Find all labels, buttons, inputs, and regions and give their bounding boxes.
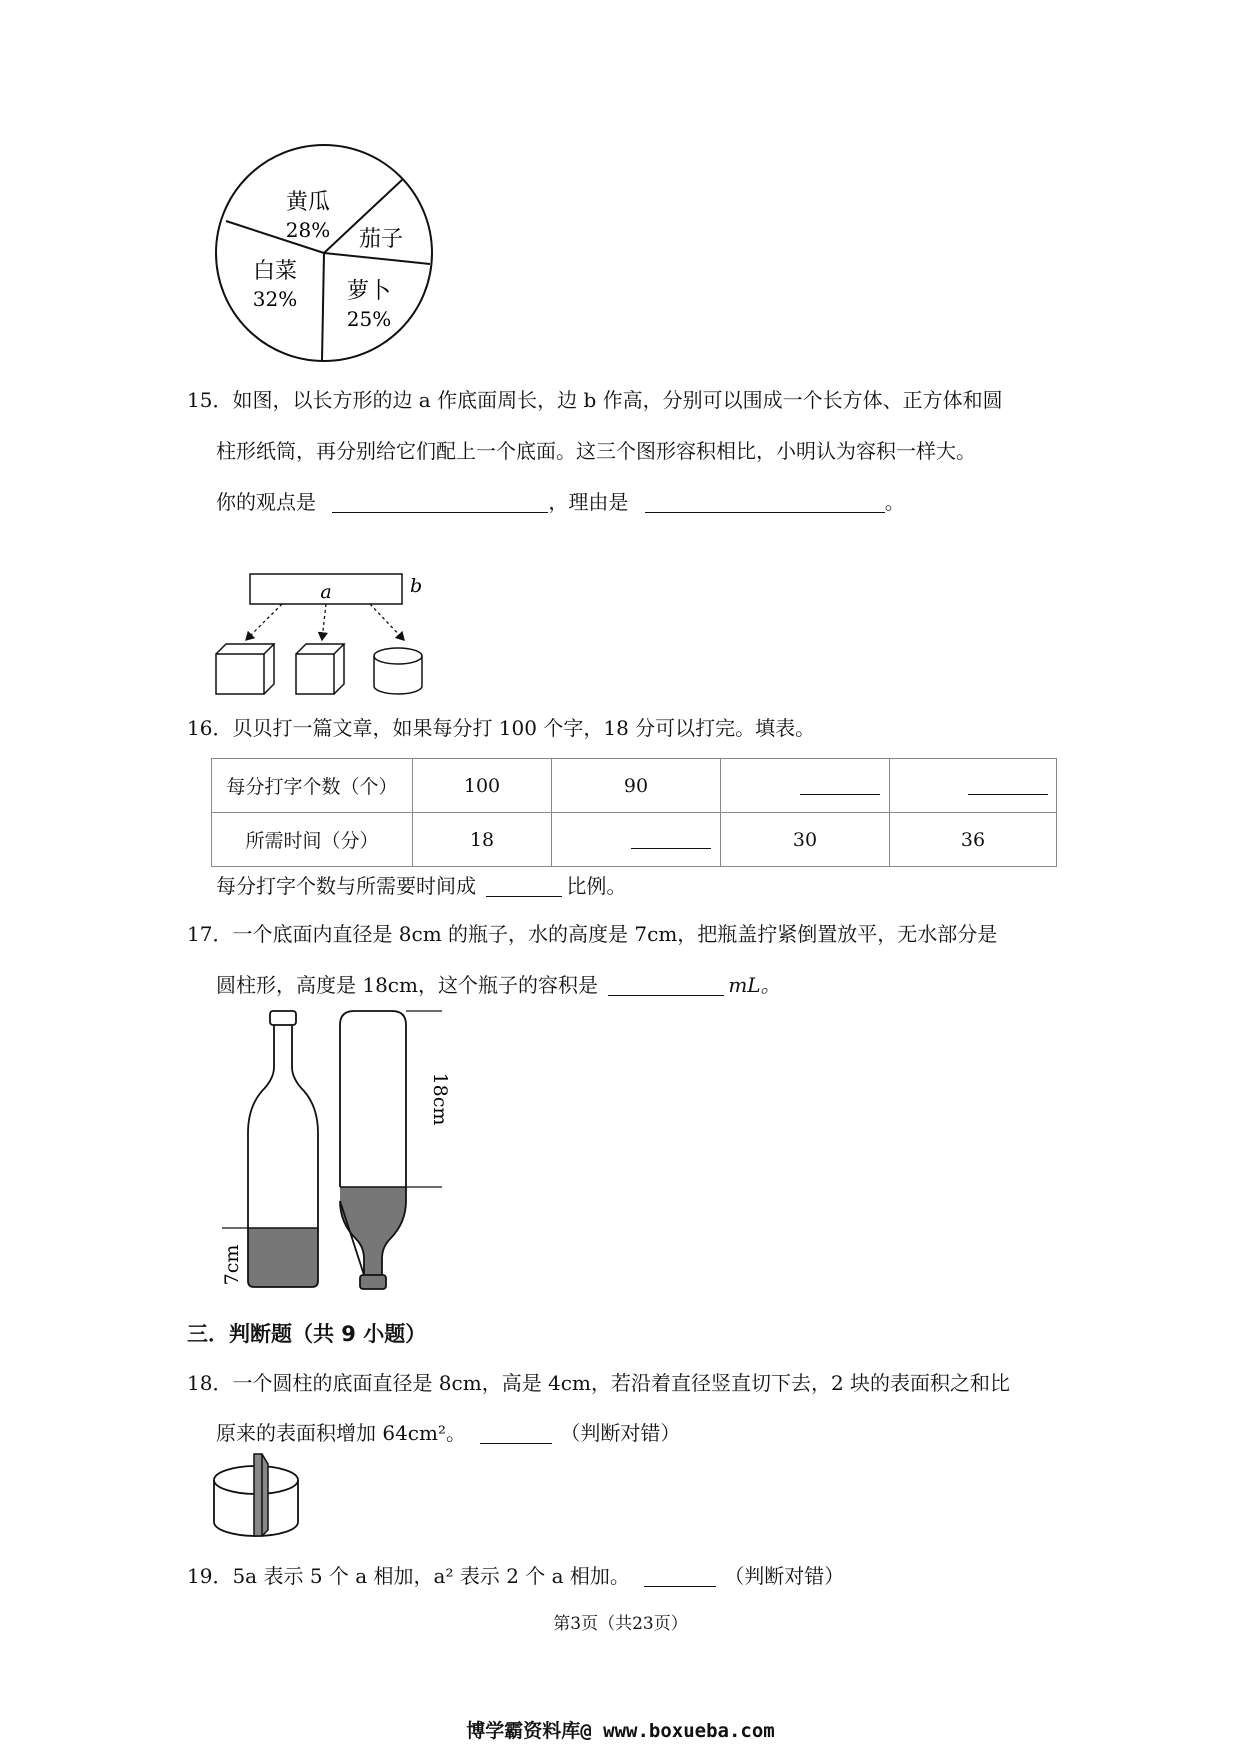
- q15-number: 15．: [187, 388, 233, 412]
- q18-judge-blank[interactable]: [480, 1421, 552, 1444]
- page-footer: 第3页（共23页）: [553, 1614, 688, 1634]
- row1-cell-3-blank[interactable]: [800, 772, 880, 795]
- q19-judge-blank[interactable]: [644, 1564, 716, 1587]
- q19-text: 5a 表示 5 个 a 相加，a² 表示 2 个 a 相加。: [232, 1564, 630, 1588]
- pie-label-radish: 萝卜: [346, 279, 392, 304]
- q15-period: 。: [884, 490, 905, 514]
- label-18cm: 18cm: [429, 1072, 451, 1126]
- upright-bottle-cap: [270, 1011, 296, 1025]
- row1-header: 每分打字个数（个）: [212, 759, 413, 813]
- table-row: [212, 813, 1057, 867]
- label-b: b: [410, 575, 423, 597]
- q16-table: [211, 758, 1057, 867]
- row1-cell-3[interactable]: [721, 759, 890, 813]
- q15-text-line1: 如图，以长方形的边 a 作底面周长，边 b 作高，分别可以围成一个长方体、正方体和圆: [232, 388, 1003, 412]
- cuboid-shape: [216, 644, 274, 694]
- q16-proportion-blank[interactable]: [486, 874, 562, 897]
- q17-volume-blank[interactable]: [608, 973, 724, 996]
- q15-line2: 柱形纸筒，再分别给它们配上一个底面。这三个图形容积相比，小明认为容积一样大。: [216, 439, 976, 463]
- q15-reason-blank[interactable]: [645, 490, 885, 513]
- arrow-cube: [322, 604, 326, 640]
- q15-line3: [216, 487, 905, 517]
- row1-cell-2: 90: [552, 759, 721, 813]
- q19-judge-label: （判断对错）: [724, 1564, 845, 1588]
- q17-text-line1: 一个底面内直径是 8cm 的瓶子，水的高度是 7cm，把瓶盖拧紧倒置放平，无水部分是: [232, 922, 998, 946]
- pie-value-cucumber: 28%: [285, 218, 331, 242]
- row2-cell-2[interactable]: [552, 813, 721, 867]
- row1-cell-4[interactable]: [890, 759, 1057, 813]
- q17-number: 17．: [187, 922, 233, 946]
- pie-label-cabbage: 白菜: [252, 259, 298, 284]
- q17-unit: mL。: [728, 973, 781, 997]
- q18-text-line1: 一个圆柱的底面直径是 8cm，高是 4cm，若沿着直径竖直切下去，2 块的表面积之和比: [232, 1371, 1011, 1395]
- vegetable-pie-chart: [215, 136, 435, 370]
- pie-label-eggplant: 茄子: [358, 227, 404, 252]
- table-row: [212, 759, 1057, 813]
- q15-reason-label: ，理由是: [548, 490, 629, 514]
- pie-label-cucumber: 黄瓜: [285, 190, 331, 215]
- q16-text: 贝贝打一篇文章，如果每分打 100 个字，18 分可以打完。填表。: [232, 716, 816, 740]
- q18-line2: [216, 1418, 680, 1448]
- q17-bottles-figure: [214, 1003, 454, 1295]
- row2-cell-3: 30: [721, 813, 890, 867]
- cut-plane: [254, 1454, 268, 1536]
- q18-number: 18．: [187, 1371, 233, 1395]
- cube-shape: [296, 644, 344, 694]
- pie-value-cabbage: 32%: [252, 287, 298, 311]
- row2-header: 所需时间（分）: [212, 813, 413, 867]
- row2-cell-2-blank[interactable]: [631, 826, 711, 849]
- q18-cut-cylinder-figure: [210, 1450, 310, 1540]
- section-3-title: 三．判断题（共 9 小题）: [187, 1322, 427, 1346]
- q19-line: [187, 1561, 844, 1591]
- q18-text-line2: 原来的表面积增加 64cm²。: [216, 1421, 466, 1445]
- q17-text-line2: 圆柱形，高度是 18cm，这个瓶子的容积是: [216, 973, 598, 997]
- q16-number: 16．: [187, 716, 233, 740]
- row2-cell-1: 18: [413, 813, 552, 867]
- pie-value-radish: 25%: [346, 307, 392, 331]
- pie-divider-bottom: [322, 253, 324, 361]
- inverted-bottle-cap: [360, 1275, 386, 1289]
- q16-follow: [216, 871, 626, 901]
- q16-line: [187, 713, 815, 743]
- watermark-text: 博学霸资料库@ www.boxueba.com: [466, 1720, 775, 1742]
- q19-number: 19．: [187, 1564, 233, 1588]
- pie-divider-right: [324, 253, 430, 264]
- q17-line1: [187, 919, 997, 949]
- q17-line2: [216, 970, 781, 1000]
- q16-follow-suffix: 比例。: [566, 874, 627, 898]
- label-a: a: [320, 581, 332, 603]
- q16-follow-text: 每分打字个数与所需要时间成: [216, 874, 476, 898]
- q15-rectangle-figure: [210, 568, 445, 700]
- q15-line1: [187, 385, 1003, 415]
- q18-line1: [187, 1368, 1010, 1398]
- row1-cell-1: 100: [413, 759, 552, 813]
- cylinder-shape: [374, 648, 422, 694]
- upright-bottle-water: [248, 1228, 318, 1287]
- label-7cm: 7cm: [221, 1244, 243, 1286]
- row1-cell-4-blank[interactable]: [968, 772, 1048, 795]
- q15-opinion-blank[interactable]: [332, 490, 548, 513]
- arrow-cylinder: [370, 604, 404, 640]
- row2-cell-4: 36: [890, 813, 1057, 867]
- q18-judge-label: （判断对错）: [560, 1421, 681, 1445]
- arrow-cuboid: [246, 604, 282, 640]
- q15-opinion-label: 你的观点是: [216, 490, 316, 514]
